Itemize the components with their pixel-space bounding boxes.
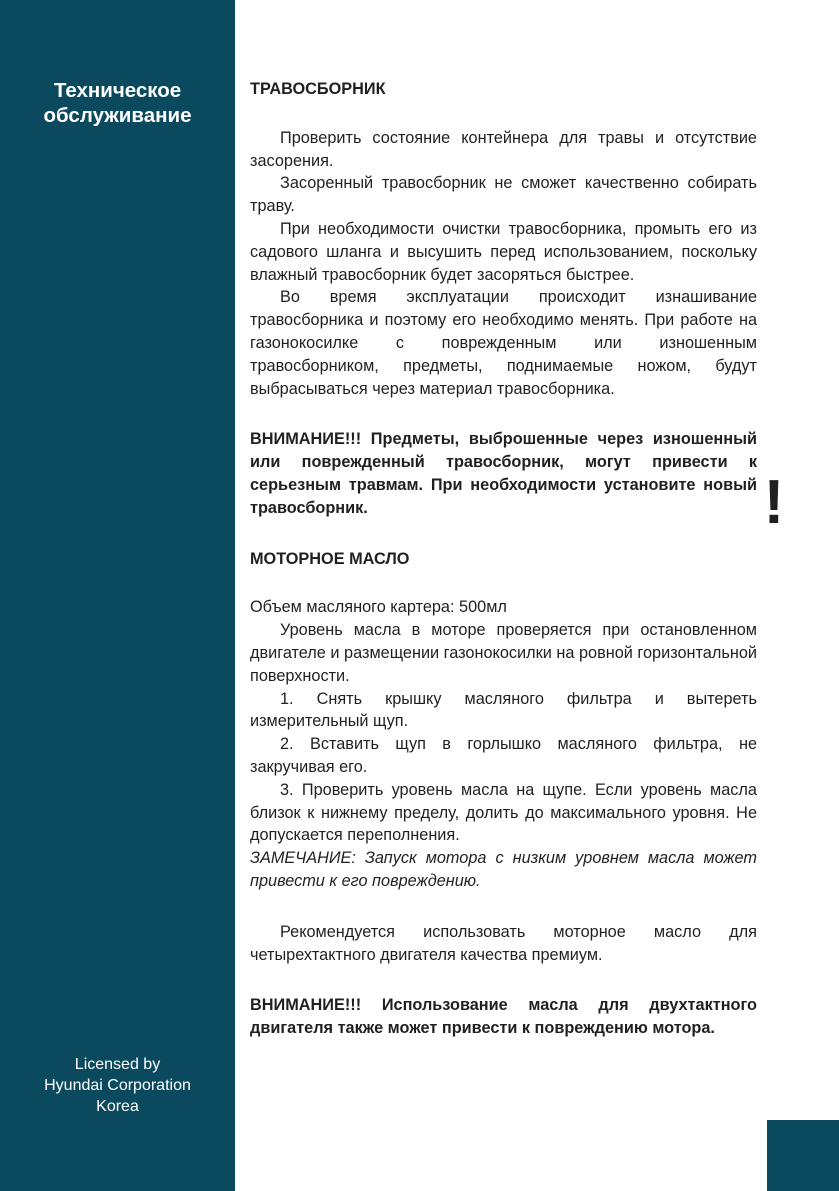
oil-warning: ВНИМАНИЕ!!! Использование масла для двухтактного двигателя также может привести к повреждению мотора. [250, 996, 757, 1038]
section-title [0, 78, 235, 128]
oil-capacity: Объем масляного картера: 500мл [250, 598, 507, 617]
oil-step-3: 3. Проверить уровень масла на щупе. Если уровень масла близок к нижнему пределу, долить до максимального уровня. Не допускается переполнения. [250, 780, 757, 845]
license-line2: Hyundai Corporation [44, 1077, 191, 1094]
grass-paragraph-4: Во время эксплуатации происходит изнашивание травосборника и поэтому его необходимо менять. При работе на газонокосилке с поврежденным или изношенным травосборником, предметы, поднимаемые ножом, будут выбрасываться через материал травосборника. [250, 288, 757, 398]
sidebar [0, 0, 235, 1191]
grass-paragraph-3: При необходимости очистки травосборника, промыть его из садового шланга и высушить перед использованием, поскольку влажный травосборник будет засоряться быстрее. [250, 219, 757, 284]
oil-note: ЗАМЕЧАНИЕ: Запуск мотора с низким уровнем масла может привести к его повреждению. [250, 849, 757, 890]
warning-exclamation-icon: ! [763, 468, 785, 537]
oil-step-2: 2. Вставить щуп в горлышко масляного фильтра, не закручивая его. [250, 735, 757, 776]
grass-paragraph-2: Засоренный травосборник не сможет качественно собирать траву. [250, 174, 757, 216]
license-line3: Korea [96, 1098, 139, 1115]
section-title-line1: Техническое [53, 79, 182, 102]
license-note [0, 1054, 235, 1117]
corner-decoration [767, 1120, 839, 1191]
grass-paragraph-1: Проверить состояние контейнера для травы и отсутствие засорения. [250, 128, 757, 170]
oil-recommendation: Рекомендуется использовать моторное масло для четырехтактного двигателя качества премиум. [250, 922, 757, 964]
main-content [250, 78, 757, 1040]
oil-paragraph-1: Уровень масла в моторе проверяется при остановленном двигателе и размещении газонокосилки на ровной горизонтальной поверхности. [250, 621, 757, 685]
oil-step-1: 1. Снять крышку масляного фильтра и вытереть измерительный щуп. [250, 689, 757, 731]
grass-warning: ВНИМАНИЕ!!! Предметы, выброшенные через изношенный или поврежденный травосборник, могут привести к серьезным травмам. При необходимости установите новый травосборник. [250, 430, 757, 517]
engine-oil-heading: МОТОРНОЕ МАСЛО [250, 549, 410, 568]
grass-catcher-heading: ТРАВОСБОРНИК [250, 80, 386, 98]
section-title-line2: обслуживание [43, 104, 192, 127]
license-line1: Licensed by [74, 1056, 161, 1073]
